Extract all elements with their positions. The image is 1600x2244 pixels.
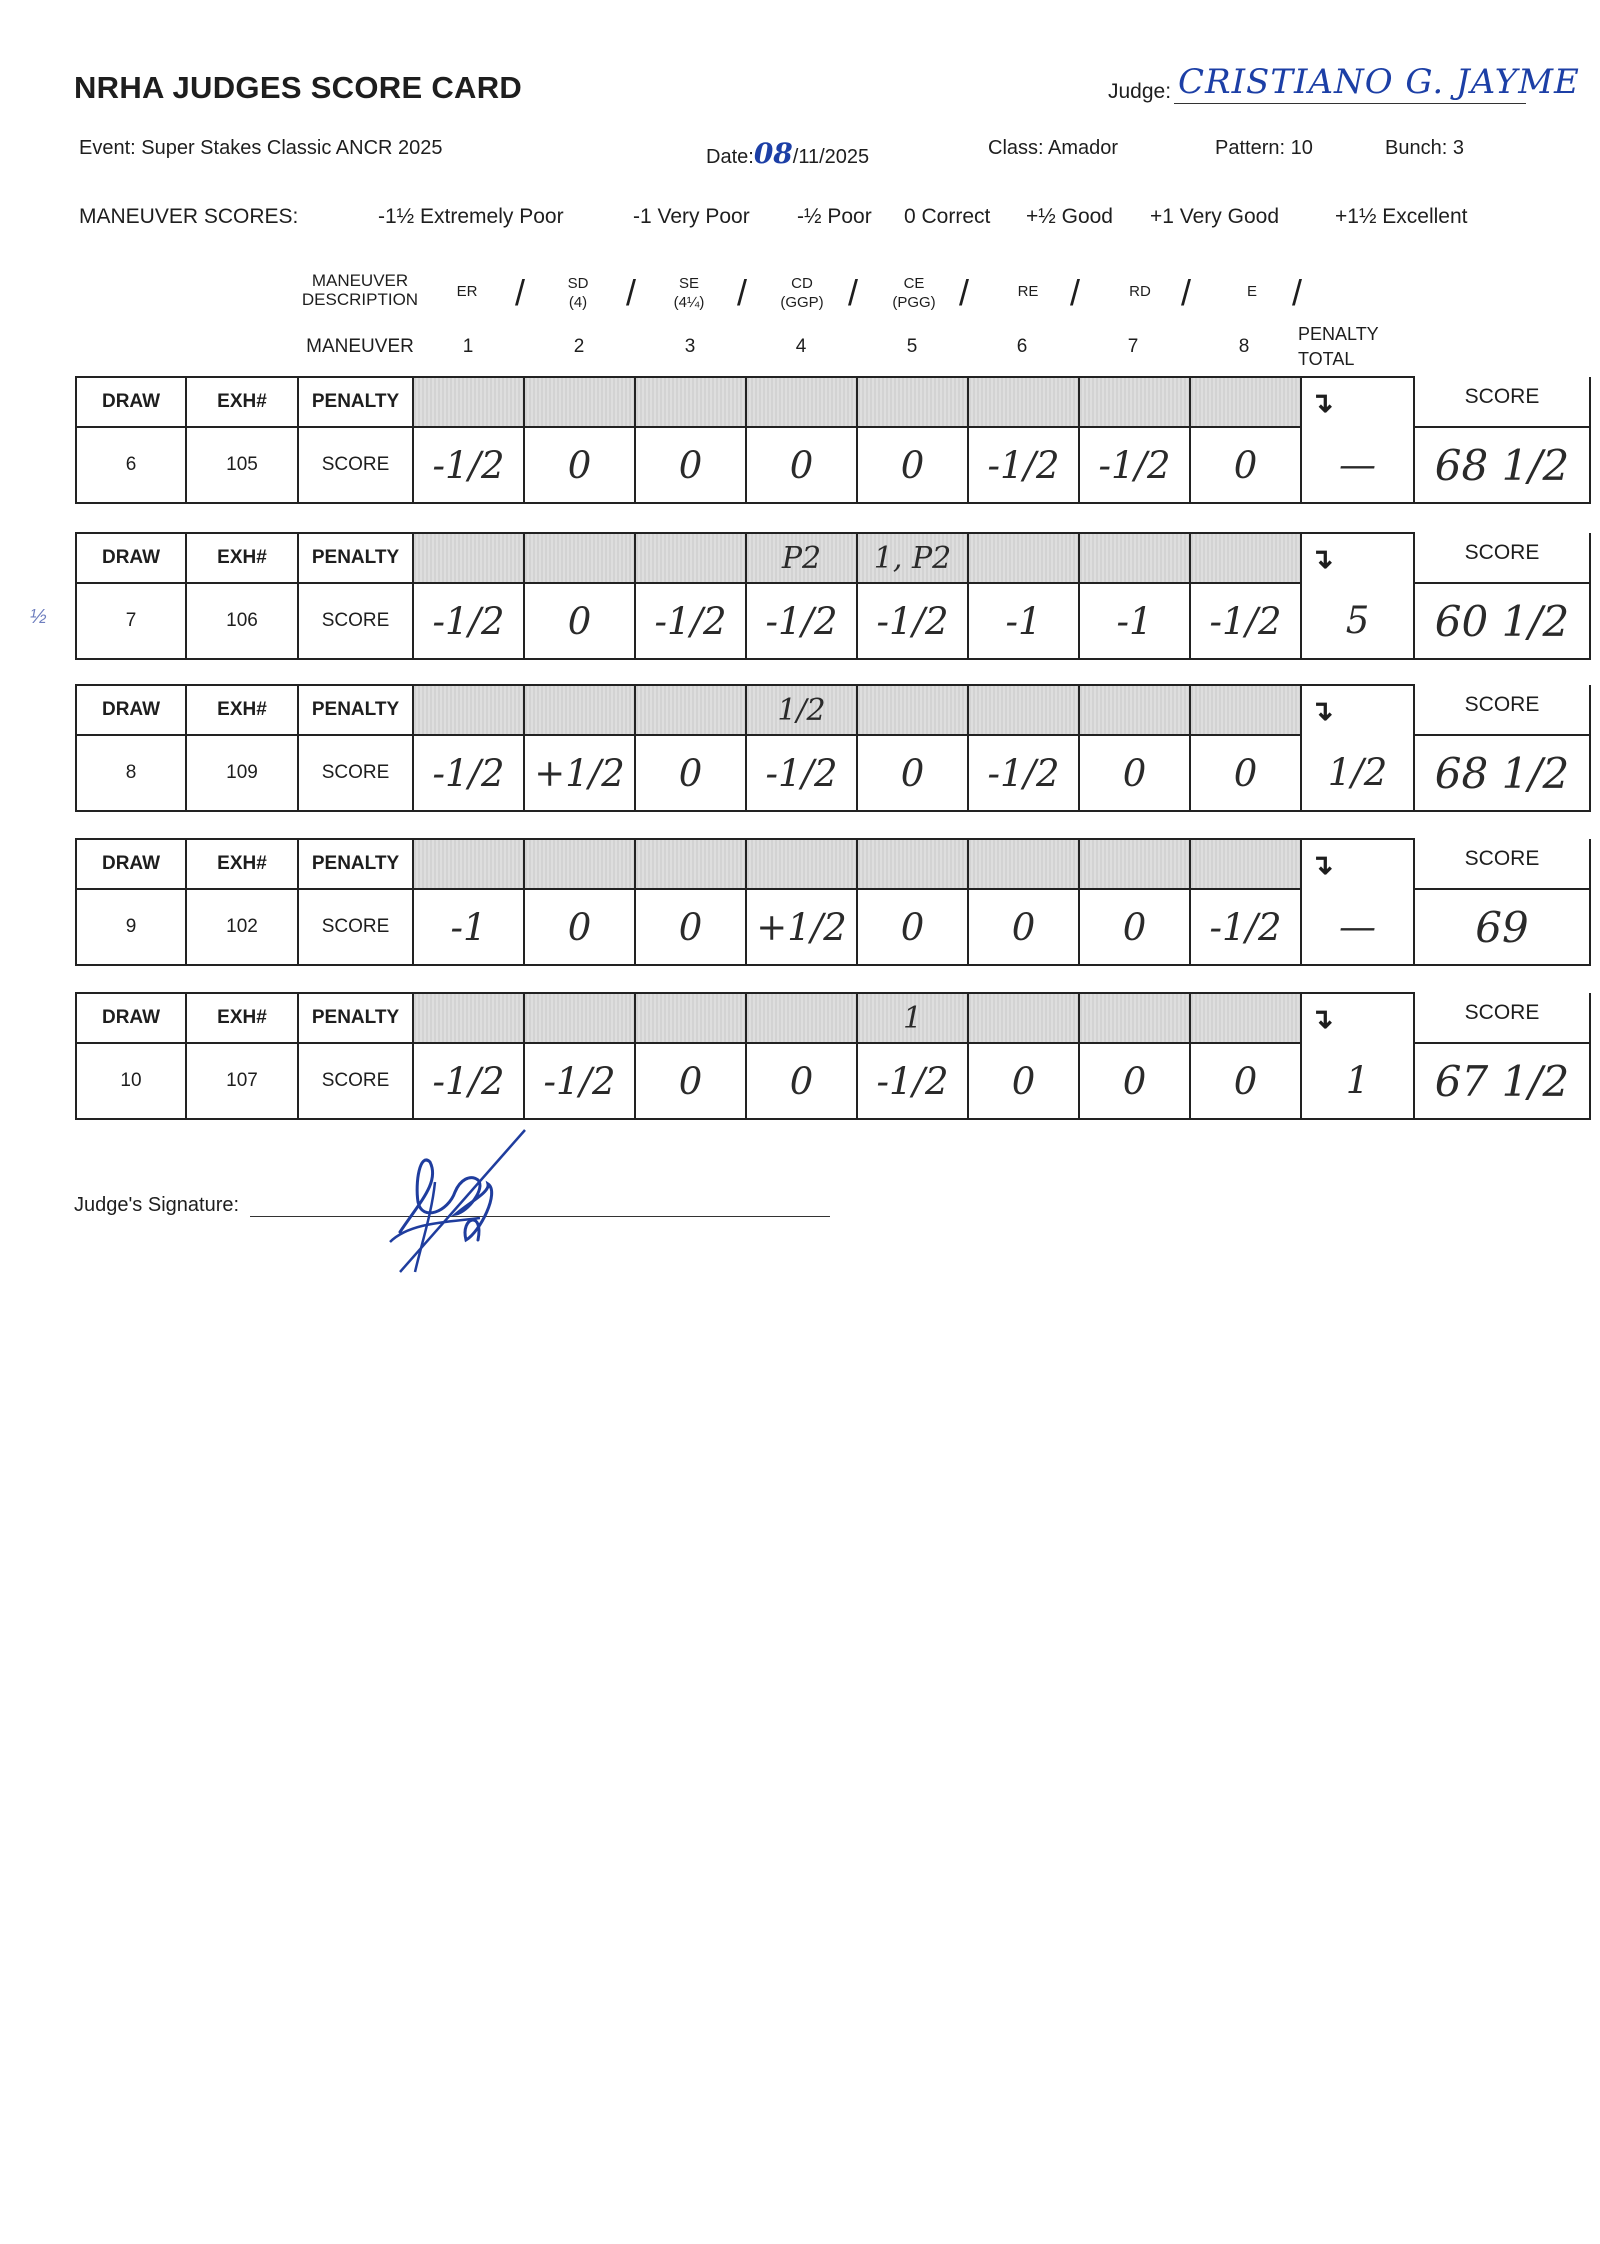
- penalty-cell[interactable]: [635, 533, 746, 583]
- maneuver-score-cell[interactable]: 0: [635, 889, 746, 965]
- score-header: SCORE: [1414, 993, 1590, 1043]
- class-name: Class: Amador: [988, 137, 1119, 159]
- penalty-total-cell[interactable]: 5: [1301, 583, 1414, 659]
- divider-slash: /: [515, 272, 526, 313]
- divider-slash: /: [626, 272, 637, 313]
- penalty-cell[interactable]: [746, 377, 857, 427]
- maneuver-score-cell[interactable]: 0: [635, 1043, 746, 1119]
- judge-name-handwritten: CRISTIANO G. JAYME: [1178, 62, 1580, 102]
- exhibitor-number: 107: [186, 1043, 298, 1119]
- penalty-cell[interactable]: [968, 993, 1079, 1043]
- maneuver-score-cell[interactable]: -1: [1079, 583, 1190, 659]
- score-header: SCORE: [1414, 377, 1590, 427]
- final-score-cell[interactable]: 68 1/2: [1414, 427, 1590, 503]
- penalty-arrow-icon: ↴: [1301, 377, 1414, 427]
- exh-header: EXH#: [186, 993, 298, 1043]
- exh-header: EXH#: [186, 839, 298, 889]
- maneuver-number: 7: [1127, 336, 1139, 357]
- maneuver-code: ER: [456, 283, 478, 300]
- penalty-cell[interactable]: [413, 533, 524, 583]
- score-row-label: SCORE: [298, 427, 413, 503]
- maneuver-score-cell[interactable]: 0: [635, 735, 746, 811]
- final-score-cell[interactable]: 69: [1414, 889, 1590, 965]
- scale-item: -1 Very Poor: [633, 205, 750, 228]
- penalty-cell[interactable]: [1190, 685, 1301, 735]
- maneuver-score-cell[interactable]: 0: [635, 427, 746, 503]
- maneuver-score-cell[interactable]: 0: [857, 735, 968, 811]
- penalty-cell[interactable]: [1190, 377, 1301, 427]
- exhibitor-number: 105: [186, 427, 298, 503]
- maneuver-description-label: MANEUVER DESCRIPTION: [301, 271, 419, 309]
- maneuver-score-cell[interactable]: 0: [524, 889, 635, 965]
- maneuver-score-cell[interactable]: -1/2: [635, 583, 746, 659]
- maneuver-score-cell[interactable]: -1: [968, 583, 1079, 659]
- score-header: SCORE: [1414, 533, 1590, 583]
- maneuver-score-cell[interactable]: -1/2: [1190, 583, 1301, 659]
- score-row-label: SCORE: [298, 583, 413, 659]
- penalty-total-cell[interactable]: —: [1301, 889, 1414, 965]
- maneuver-score-cell[interactable]: -1/2: [968, 427, 1079, 503]
- scale-item: +½ Good: [1026, 205, 1113, 228]
- penalty-cell[interactable]: [857, 377, 968, 427]
- maneuver-score-cell[interactable]: -1/2: [1190, 889, 1301, 965]
- penalty-cell[interactable]: P2: [746, 533, 857, 583]
- maneuver-score-cell[interactable]: 0: [968, 1043, 1079, 1119]
- maneuver-score-cell[interactable]: 0: [1190, 735, 1301, 811]
- score-header: SCORE: [1414, 685, 1590, 735]
- maneuver-code: SE (4¼): [673, 275, 705, 311]
- maneuver-score-cell[interactable]: +1/2: [746, 889, 857, 965]
- maneuver-score-cell[interactable]: -1/2: [413, 735, 524, 811]
- penalty-cell[interactable]: 1, P2: [857, 533, 968, 583]
- penalty-cell[interactable]: [857, 685, 968, 735]
- draw-number: 9: [76, 889, 186, 965]
- maneuver-score-cell[interactable]: 0: [524, 583, 635, 659]
- draw-number: 10: [76, 1043, 186, 1119]
- penalty-cell[interactable]: [524, 377, 635, 427]
- judge-label: Judge:: [1108, 80, 1172, 103]
- penalty-cell[interactable]: [524, 993, 635, 1043]
- maneuver-score-cell[interactable]: 0: [1079, 889, 1190, 965]
- penalty-cell[interactable]: [635, 839, 746, 889]
- penalty-cell[interactable]: [746, 839, 857, 889]
- penalty-cell[interactable]: [968, 839, 1079, 889]
- divider-slash: /: [1181, 272, 1192, 313]
- penalty-total-label: PENALTY TOTAL: [1298, 324, 1379, 369]
- penalty-cell[interactable]: [1079, 685, 1190, 735]
- maneuver-number: 3: [684, 336, 696, 357]
- page-title: NRHA JUDGES SCORE CARD: [74, 70, 523, 105]
- score-entry-table: [75, 532, 1591, 660]
- maneuver-score-cell[interactable]: 0: [1079, 1043, 1190, 1119]
- penalty-cell[interactable]: [524, 839, 635, 889]
- maneuver-score-cell[interactable]: -1: [413, 889, 524, 965]
- penalty-cell[interactable]: [635, 685, 746, 735]
- penalty-header: PENALTY: [298, 685, 413, 735]
- penalty-cell[interactable]: [968, 377, 1079, 427]
- penalty-total-cell[interactable]: 1: [1301, 1043, 1414, 1119]
- maneuver-score-cell[interactable]: 0: [746, 427, 857, 503]
- penalty-header: PENALTY: [298, 993, 413, 1043]
- score-entry-table: [75, 376, 1591, 504]
- maneuver-number: 5: [906, 336, 918, 357]
- penalty-header: PENALTY: [298, 839, 413, 889]
- maneuver-score-cell[interactable]: 0: [1079, 735, 1190, 811]
- maneuver-score-cell[interactable]: 0: [1190, 427, 1301, 503]
- scale-item: +1½ Excellent: [1335, 205, 1468, 228]
- penalty-cell[interactable]: 1/2: [746, 685, 857, 735]
- penalty-cell[interactable]: [413, 377, 524, 427]
- maneuver-score-cell[interactable]: -1/2: [413, 1043, 524, 1119]
- divider-slash: /: [1292, 272, 1303, 313]
- score-header: SCORE: [1414, 839, 1590, 889]
- scale-item: -1½ Extremely Poor: [378, 205, 564, 228]
- date-rest: /11/2025: [792, 146, 870, 168]
- maneuver-score-cell[interactable]: -1/2: [746, 735, 857, 811]
- penalty-arrow-icon: ↴: [1301, 839, 1414, 889]
- draw-header: DRAW: [76, 839, 186, 889]
- scale-item: 0 Correct: [904, 205, 991, 228]
- penalty-cell[interactable]: [1079, 993, 1190, 1043]
- penalty-cell[interactable]: [857, 839, 968, 889]
- maneuver-score-cell[interactable]: -1/2: [968, 735, 1079, 811]
- maneuver-score-cell[interactable]: 0: [524, 427, 635, 503]
- penalty-arrow-icon: ↴: [1301, 533, 1414, 583]
- penalty-cell[interactable]: [524, 533, 635, 583]
- divider-slash: /: [959, 272, 970, 313]
- signature-label: Judge's Signature:: [74, 1194, 240, 1216]
- penalty-cell[interactable]: [746, 993, 857, 1043]
- maneuver-score-cell[interactable]: -1/2: [1079, 427, 1190, 503]
- maneuver-code: RD: [1129, 283, 1151, 300]
- scale-label: MANEUVER SCORES:: [79, 205, 299, 228]
- final-score-cell[interactable]: 68 1/2: [1414, 735, 1590, 811]
- maneuver-code: CE (PGG): [892, 275, 936, 311]
- score-entry-table: [75, 992, 1591, 1120]
- penalty-cell[interactable]: [1190, 533, 1301, 583]
- divider-slash: /: [737, 272, 748, 313]
- maneuver-score-cell[interactable]: 0: [746, 1043, 857, 1119]
- maneuver-code: RE: [1017, 283, 1039, 300]
- date-label: Date:: [706, 146, 754, 168]
- maneuver-code: CD (GGP): [780, 275, 824, 311]
- maneuver-number: 8: [1238, 336, 1250, 357]
- penalty-cell[interactable]: [524, 685, 635, 735]
- exh-header: EXH#: [186, 377, 298, 427]
- draw-header: DRAW: [76, 685, 186, 735]
- maneuver-score-cell[interactable]: -1/2: [857, 1043, 968, 1119]
- maneuver-score-cell[interactable]: 0: [1190, 1043, 1301, 1119]
- maneuver-score-cell[interactable]: -1/2: [524, 1043, 635, 1119]
- maneuver-number: 2: [573, 336, 585, 357]
- exhibitor-number: 109: [186, 735, 298, 811]
- penalty-cell[interactable]: [1079, 377, 1190, 427]
- maneuver-score-cell[interactable]: 0: [968, 889, 1079, 965]
- score-entry-table: [75, 684, 1591, 812]
- exhibitor-number: 106: [186, 583, 298, 659]
- judge-signature: [360, 1122, 540, 1282]
- penalty-cell[interactable]: [968, 533, 1079, 583]
- bunch-number: Bunch: 3: [1385, 137, 1464, 159]
- penalty-cell[interactable]: [413, 993, 524, 1043]
- maneuver-code: E: [1246, 283, 1257, 300]
- penalty-total-cell[interactable]: 1/2: [1301, 735, 1414, 811]
- maneuver-score-cell[interactable]: -1/2: [857, 583, 968, 659]
- penalty-arrow-icon: ↴: [1301, 685, 1414, 735]
- draw-header: DRAW: [76, 533, 186, 583]
- draw-number: 6: [76, 427, 186, 503]
- score-entry-table: [75, 838, 1591, 966]
- penalty-cell[interactable]: [1190, 993, 1301, 1043]
- judge-underline: [1174, 103, 1526, 104]
- exh-header: EXH#: [186, 685, 298, 735]
- penalty-cell[interactable]: [413, 839, 524, 889]
- maneuver-code: SD (4): [567, 275, 589, 311]
- divider-slash: /: [1070, 272, 1081, 313]
- penalty-cell[interactable]: [968, 685, 1079, 735]
- maneuver-number: 6: [1016, 336, 1028, 357]
- draw-header: DRAW: [76, 993, 186, 1043]
- score-row-label: SCORE: [298, 1043, 413, 1119]
- maneuver-score-cell[interactable]: -1/2: [746, 583, 857, 659]
- penalty-cell[interactable]: [1190, 839, 1301, 889]
- score-row-label: SCORE: [298, 889, 413, 965]
- penalty-header: PENALTY: [298, 377, 413, 427]
- date-handwritten: 08: [753, 137, 793, 170]
- maneuver-score-cell[interactable]: +1/2: [524, 735, 635, 811]
- penalty-cell[interactable]: [635, 377, 746, 427]
- maneuver-number-label: MANEUVER: [306, 336, 414, 357]
- penalty-cell[interactable]: [413, 685, 524, 735]
- pattern-number: Pattern: 10: [1215, 137, 1313, 159]
- penalty-cell[interactable]: [1079, 533, 1190, 583]
- penalty-header: PENALTY: [298, 533, 413, 583]
- maneuver-score-cell[interactable]: 0: [857, 889, 968, 965]
- exh-header: EXH#: [186, 533, 298, 583]
- final-score-cell[interactable]: 67 1/2: [1414, 1043, 1590, 1119]
- penalty-cell[interactable]: [1079, 839, 1190, 889]
- maneuver-score-cell[interactable]: -1/2: [413, 583, 524, 659]
- maneuver-score-cell[interactable]: 0: [857, 427, 968, 503]
- divider-slash: /: [848, 272, 859, 313]
- penalty-cell[interactable]: 1: [857, 993, 968, 1043]
- maneuver-score-cell[interactable]: -1/2: [413, 427, 524, 503]
- penalty-cell[interactable]: [635, 993, 746, 1043]
- maneuver-number: 4: [795, 336, 807, 357]
- signature-line: [250, 1216, 830, 1217]
- penalty-arrow-icon: ↴: [1301, 993, 1414, 1043]
- draw-header: DRAW: [76, 377, 186, 427]
- final-score-cell[interactable]: 60 1/2: [1414, 583, 1590, 659]
- exhibitor-number: 102: [186, 889, 298, 965]
- penalty-total-cell[interactable]: —: [1301, 427, 1414, 503]
- draw-number: 7: [76, 583, 186, 659]
- scale-item: -½ Poor: [797, 205, 872, 228]
- maneuver-number: 1: [462, 336, 474, 357]
- draw-number: 8: [76, 735, 186, 811]
- event-date: [706, 137, 869, 170]
- score-row-label: SCORE: [298, 735, 413, 811]
- margin-note: ½: [30, 606, 47, 628]
- event-name: Event: Super Stakes Classic ANCR 2025: [79, 137, 443, 159]
- scale-item: +1 Very Good: [1150, 205, 1280, 228]
